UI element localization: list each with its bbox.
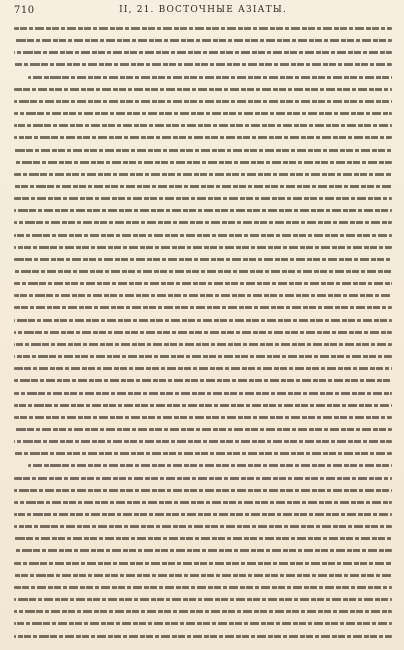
text-line bbox=[14, 537, 392, 540]
text-line bbox=[14, 416, 392, 419]
text-line bbox=[14, 392, 392, 395]
body-text bbox=[14, 22, 392, 646]
text-line bbox=[14, 124, 392, 127]
text-line bbox=[14, 185, 392, 188]
text-line bbox=[28, 464, 392, 467]
text-line bbox=[14, 282, 392, 285]
text-line bbox=[14, 136, 392, 139]
page-number: 710 bbox=[14, 5, 35, 16]
text-line bbox=[14, 173, 392, 176]
text-line bbox=[14, 379, 392, 382]
text-line bbox=[14, 270, 392, 273]
text-line bbox=[14, 452, 392, 455]
text-line bbox=[14, 440, 392, 443]
text-line bbox=[14, 367, 392, 370]
text-line bbox=[14, 197, 392, 200]
text-line bbox=[14, 477, 392, 480]
text-line bbox=[14, 306, 392, 309]
text-line bbox=[14, 258, 392, 261]
text-line bbox=[14, 88, 392, 91]
text-line bbox=[14, 622, 392, 625]
text-line bbox=[14, 112, 392, 115]
text-line bbox=[14, 501, 392, 504]
text-line bbox=[14, 149, 392, 152]
text-line bbox=[14, 221, 392, 224]
text-line bbox=[14, 598, 392, 601]
text-line bbox=[14, 610, 392, 613]
text-line bbox=[14, 635, 392, 638]
text-line bbox=[14, 525, 392, 528]
text-line bbox=[14, 404, 392, 407]
text-line bbox=[14, 574, 392, 577]
text-line bbox=[14, 562, 392, 565]
text-line bbox=[14, 209, 392, 212]
text-line bbox=[14, 319, 392, 322]
text-line bbox=[14, 513, 392, 516]
text-line bbox=[14, 100, 392, 103]
text-line bbox=[14, 549, 392, 552]
page-header bbox=[14, 4, 392, 20]
text-line bbox=[14, 234, 392, 237]
text-line bbox=[14, 586, 392, 589]
text-line bbox=[14, 343, 392, 346]
text-line bbox=[14, 27, 392, 30]
text-line bbox=[14, 39, 392, 42]
text-line bbox=[14, 355, 392, 358]
text-line bbox=[14, 331, 392, 334]
text-line bbox=[14, 489, 392, 492]
text-line bbox=[14, 294, 392, 297]
text-line bbox=[14, 51, 392, 54]
text-line bbox=[14, 63, 392, 66]
text-line bbox=[14, 161, 392, 164]
running-head: II, 21. ВОСТОЧНЫЕ АЗІАТЫ. bbox=[119, 5, 287, 15]
text-line bbox=[14, 246, 392, 249]
text-line bbox=[14, 428, 392, 431]
text-line bbox=[28, 76, 392, 79]
